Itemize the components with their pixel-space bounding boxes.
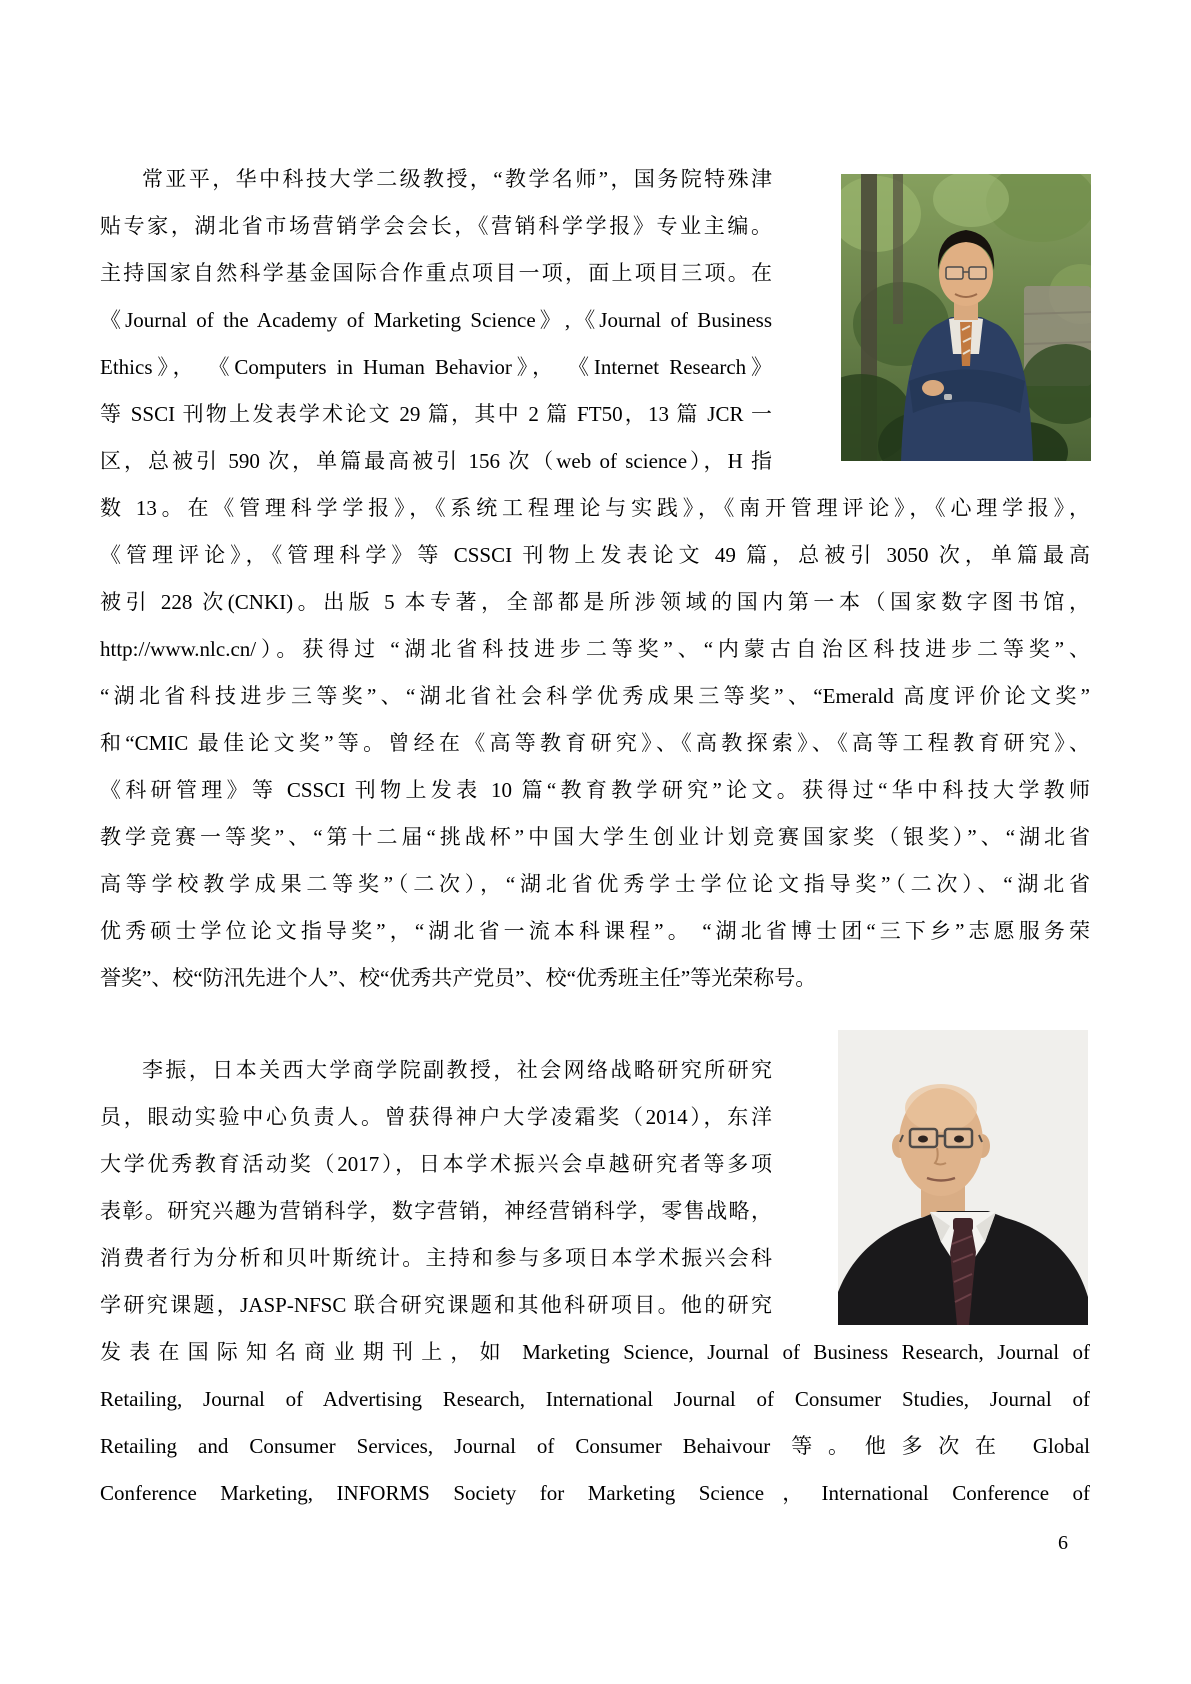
text-line: “湖北省科技进步三等奖”、“湖北省社会科学优秀成果三等奖”、“Emerald 高度评价论文奖” — [100, 684, 1090, 708]
text-line: 消费者行为分析和贝叶斯统计。主持和参与多项日本学术振兴会科 — [100, 1246, 772, 1270]
text-line: 被引 228 次(CNKI)。出版 5 本专著，全部都是所涉领域的国内第一本（国家数字图书馆， — [100, 590, 1090, 614]
text-line: 发表在国际知名商业期刊上，如 Marketing Science, Journal of Business Research, Journal of — [100, 1340, 1090, 1364]
text-line: Ethics》， 《Computers in Human Behavior》， 《Internet Research》 — [100, 355, 772, 379]
text-line: 表彰。研究兴趣为营销科学，数字营销，神经营销科学，零售战略， — [100, 1199, 772, 1223]
text-line: 员，眼动实验中心负责人。曾获得神户大学凌霜奖（2014），东洋 — [100, 1105, 772, 1129]
text-line: 教学竞赛一等奖”、“第十二届“挑战杯”中国大学生创业计划竞赛国家奖（银奖）”、“湖北省 — [100, 825, 1090, 849]
text-line: 学研究课题，JASP-NFSC 联合研究课题和其他科研项目。他的研究 — [100, 1293, 772, 1317]
text-line: 优秀硕士学位论文指导奖”，“湖北省一流本科课程”。 “湖北省博士团“三下乡”志愿服务荣 — [100, 919, 1090, 943]
text-line: 数 13。在《管理科学学报》，《系统工程理论与实践》，《南开管理评论》，《心理学报》， — [100, 496, 1090, 520]
text-line: 大学优秀教育活动奖（2017），日本学术振兴会卓越研究者等多项 — [100, 1152, 772, 1176]
text-line: 《科研管理》等 CSSCI 刊物上发表 10 篇“教育教学研究”论文。获得过“华中科技大学教师 — [100, 778, 1090, 802]
bio-paragraph-chang — [100, 156, 1090, 1002]
text-line: Retailing, Journal of Advertising Research, International Journal of Consumer Studies, Journal of — [100, 1387, 1090, 1411]
text-line: 誉奖”、校“防汛先进个人”、校“优秀共产党员”、校“优秀班主任”等光荣称号。 — [100, 966, 817, 990]
text-line: Conference Marketing, INFORMS Society for Marketing Science，International Conference of — [100, 1481, 1090, 1505]
text-line: http://www.nlc.cn/）。获得过 “湖北省科技进步二等奖”、“内蒙古自治区科技进步二等奖”、 — [100, 637, 1090, 661]
text-line: 贴专家，湖北省市场营销学会会长，《营销科学学报》专业主编。 — [100, 214, 772, 238]
text-line: 高等学校教学成果二等奖”（二次），“湖北省优秀学士学位论文指导奖”（二次）、“湖北省 — [100, 872, 1090, 896]
text-line: 《Journal of the Academy of Marketing Science》,《Journal of Business — [100, 308, 772, 332]
text-line: 主持国家自然科学基金国际合作重点项目一项，面上项目三项。在 — [100, 261, 772, 285]
page-number: 6 — [1058, 1532, 1068, 1554]
bio-paragraph-li — [100, 1047, 1090, 1517]
text-line: 常亚平，华中科技大学二级教授，“教学名师”，国务院特殊津 — [142, 167, 772, 191]
text-line: 等 SSCI 刊物上发表学术论文 29 篇，其中 2 篇 FT50，13 篇 JCR 一 — [100, 402, 772, 426]
text-line: Retailing and Consumer Services, Journal of Consumer Behaivour 等。他多次在 Global — [100, 1434, 1090, 1458]
text-line: 李振，日本关西大学商学院副教授，社会网络战略研究所研究 — [142, 1058, 772, 1082]
text-line: 和“CMIC 最佳论文奖”等。曾经在《高等教育研究》、《高教探索》、《高等工程教育研究》、 — [100, 731, 1090, 755]
text-line: 区，总被引 590 次，单篇最高被引 156 次（web of science），H 指 — [100, 449, 772, 473]
text-line: 《管理评论》，《管理科学》等 CSSCI 刊物上发表论文 49 篇，总被引 3050 次，单篇最高 — [100, 543, 1090, 567]
